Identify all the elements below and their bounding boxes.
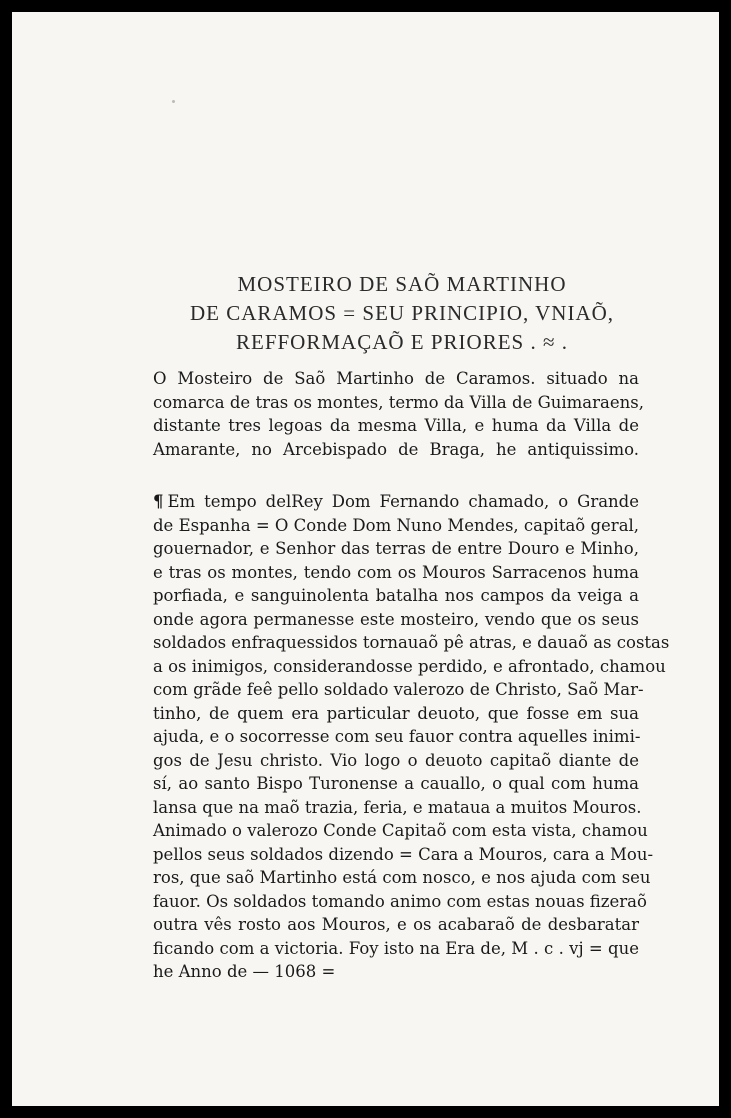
title-line: REFFORMAÇAÕ E PRIORES . ≈ . bbox=[235, 330, 568, 354]
text-line: Animado o valerozo Conde Capitaõ com esta vista, chamou bbox=[153, 821, 648, 840]
text-line: soldados enfraquessidos tornauaõ pê atras, e dauaõ as costas bbox=[153, 633, 670, 652]
text-line: sí, ao santo Bispo Turonense a cauallo, o qual com huma bbox=[153, 774, 639, 793]
document-title bbox=[132, 270, 672, 357]
intro-paragraph bbox=[153, 367, 644, 461]
text-line: gos de Jesu christo. Vio logo o deuoto capitaõ diante de bbox=[153, 750, 639, 770]
text-line: ajuda, e o socorresse com seu fauor contra aquelles inimi- bbox=[153, 727, 641, 746]
text-line: Amarante, no Arcebispado de Braga, he antiquissimo. bbox=[153, 439, 639, 459]
text-line: onde agora permanesse este mosteiro, vendo que os seus bbox=[153, 609, 639, 629]
text-line: lansa que na maõ trazia, feria, e mataua a muitos Mouros. bbox=[153, 797, 642, 817]
text-line: fauor. Os soldados tomando animo com estas nouas fizeraõ bbox=[153, 891, 647, 911]
title-line: MOSTEIRO DE SAÕ MARTINHO bbox=[237, 272, 567, 296]
text-line: de Espanha = O Conde Dom Nuno Mendes, capitaõ geral, bbox=[153, 515, 640, 535]
text-line: a os inimigos, considerandosse perdido, e afrontado, chamou bbox=[153, 656, 666, 676]
title-line: DE CARAMOS = SEU PRINCIPIO, VNIAÕ, bbox=[189, 301, 615, 325]
paragraph-mark-icon: ¶ bbox=[153, 492, 164, 511]
text-line: distante tres legoas da mesma Villa, e huma da Villa de bbox=[153, 416, 639, 435]
text-line: e tras os montes, tendo com os Mouros Sarracenos huma bbox=[153, 562, 639, 582]
text-line bbox=[153, 490, 639, 514]
narrative-paragraph bbox=[153, 490, 670, 984]
text-line: ros, que saõ Martinho está com nosco, e nos ajuda com seu bbox=[153, 868, 651, 887]
text-line-content: Em tempo delRey Dom Fernando chamado, o Grande bbox=[167, 492, 639, 511]
text-line: O Mosteiro de Saõ Martinho de Caramos. situado na bbox=[153, 369, 639, 388]
text-line: ficando com a victoria. Foy isto na Era de, M . c . vj = que bbox=[153, 938, 639, 958]
text-line: gouernador, e Senhor das terras de entre Douro e Minho, bbox=[153, 539, 639, 558]
text-line: pellos seus soldados dizendo = Cara a Mouros, cara a Mou- bbox=[153, 844, 654, 864]
text-line: he Anno de — 1068 = bbox=[153, 962, 336, 981]
text-line: porfiada, e sanguinolenta batalha nos campos da veiga a bbox=[153, 586, 639, 605]
text-line: tinho, de quem era particular deuoto, que fosse em sua bbox=[153, 703, 639, 723]
text-line: outra vês rosto aos Mouros, e os acabaraõ de desbaratar bbox=[153, 915, 639, 934]
text-line: com grãde feê pello soldado valerozo de Christo, Saõ Mar- bbox=[153, 680, 644, 699]
text-line: comarca de tras os montes, termo da Villa de Guimaraens, bbox=[153, 392, 644, 412]
paper-speck bbox=[172, 100, 175, 103]
